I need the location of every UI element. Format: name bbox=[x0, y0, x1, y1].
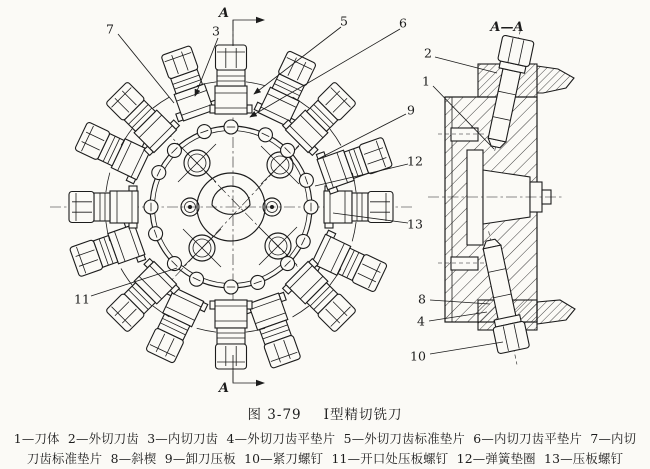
callout-2: 2 bbox=[424, 45, 432, 61]
figure-title: Ⅰ型精切铣刀 bbox=[323, 407, 403, 423]
figure-number: 图 3-79 bbox=[247, 407, 302, 423]
section-view-label: A—A bbox=[490, 20, 524, 35]
pin-section bbox=[451, 257, 478, 270]
callout-11: 11 bbox=[74, 291, 90, 307]
section-view bbox=[428, 20, 575, 368]
callout-9: 9 bbox=[407, 102, 415, 118]
front-view bbox=[50, 6, 412, 396]
outer-tooth-section bbox=[537, 66, 574, 93]
callout-12: 12 bbox=[407, 153, 423, 169]
mounting-hole bbox=[183, 229, 221, 267]
callout-8: 8 bbox=[418, 291, 426, 307]
figure-caption bbox=[0, 403, 650, 423]
mounting-hole bbox=[178, 144, 216, 182]
callout-13: 13 bbox=[407, 216, 423, 232]
legend-line-1: 1—刀体 2—外切刀齿 3—内切刀齿 4—外切刀齿平垫片 5—外切刀齿标准垫片 6—内切刀齿平垫片 7—内切 bbox=[13, 431, 637, 446]
cutter-tooth-assembly bbox=[69, 186, 158, 228]
callout-5: 5 bbox=[340, 13, 348, 29]
callout-7: 7 bbox=[106, 21, 114, 37]
callout-3: 3 bbox=[212, 23, 220, 39]
bore-slot-section bbox=[467, 150, 483, 245]
callout-1: 1 bbox=[422, 73, 430, 89]
callout-10: 10 bbox=[410, 348, 426, 364]
cutter-tooth-assembly bbox=[210, 45, 252, 134]
cutter-tooth-assembly bbox=[210, 280, 252, 369]
pin-section bbox=[451, 128, 478, 141]
callout-4: 4 bbox=[417, 313, 425, 329]
cutter-tooth-assembly bbox=[304, 186, 393, 228]
callout-6: 6 bbox=[399, 15, 407, 31]
inner-tooth-section bbox=[537, 300, 575, 324]
cut-label-bottom: A bbox=[218, 381, 229, 396]
bore-keyway bbox=[212, 186, 250, 214]
cut-label-top: A bbox=[218, 6, 229, 21]
legend-line-2: 刀齿标准垫片 8—斜楔 9—卸刀压板 10—紧刀螺钉 11—开口处压板螺钉 12—弹簧垫圈 13—压板螺钉 bbox=[26, 451, 624, 466]
